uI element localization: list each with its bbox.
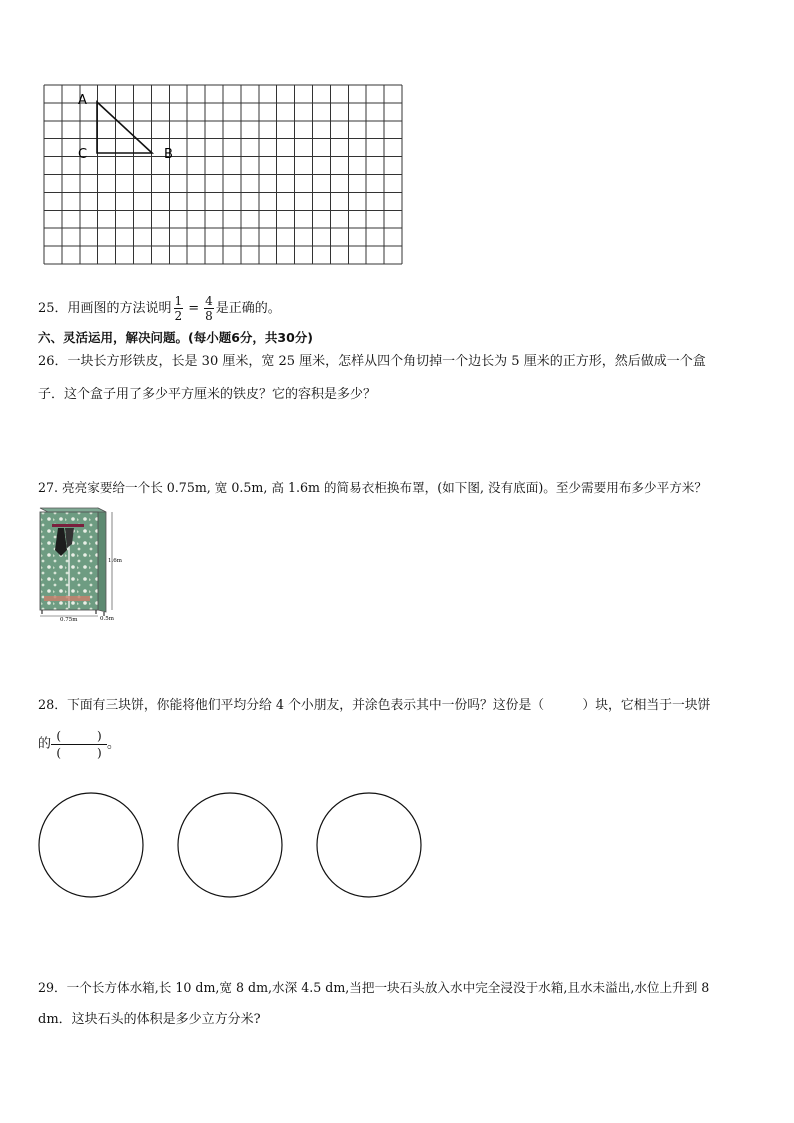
q28-suffix: 。 <box>107 736 121 752</box>
wardrobe-top-panel <box>40 508 106 512</box>
q28-prefix: 的 <box>38 736 52 752</box>
fraction-denominator: 8 <box>205 309 213 323</box>
section-heading: 六、灵活运用，解决问题。(每小题6分，共30分) <box>38 330 314 345</box>
width-dimension-label: 0.5m <box>100 616 114 622</box>
question-25 <box>38 294 281 323</box>
grid-figure <box>38 80 418 276</box>
wardrobe-bottom-strip <box>44 596 90 601</box>
equals-sign: = <box>188 301 200 316</box>
vertex-b-label: B <box>164 147 173 162</box>
answer-fraction-blank <box>51 728 107 761</box>
fraction-denominator-blank: ( ) <box>56 746 102 760</box>
wardrobe-rail <box>52 524 84 527</box>
pie-circle-3 <box>317 793 421 897</box>
fraction-numerator-blank: ( ) <box>51 728 107 745</box>
wardrobe-side-panel <box>98 508 106 612</box>
length-dimension-label: 0.75m <box>60 617 78 622</box>
question-28-line-1: 28．下面有三块饼，你能将他们平均分给 4 个小朋友，并涂色表示其中一份吗？这份是（ ）块，它相当于一块饼 <box>38 698 711 713</box>
question-28-line-2 <box>38 728 120 761</box>
pie-circle-2 <box>178 793 282 897</box>
question-29-line-2: dm．这块石头的体积是多少立方分米? <box>38 1012 261 1027</box>
vertex-a-label: A <box>78 93 87 108</box>
question-26-line-2: 子．这个盒子用了多少平方厘米的铁皮？它的容积是多少？ <box>38 387 377 402</box>
height-dimension-label: 1.6m <box>108 558 122 564</box>
fraction-numerator: 1 <box>174 294 183 308</box>
triangle-abc <box>97 102 152 153</box>
q25-prefix: 25．用画图的方法说明 <box>38 301 172 316</box>
q25-suffix: 是正确的。 <box>215 301 281 316</box>
question-27-line-1: 27. 亮亮家要给一个长 0.75m, 宽 0.5m, 高 1.6m 的简易衣柜换布罩，(如下图, 没有底面)。至少需要用布多少平方米？ <box>38 480 707 495</box>
pie-circle-1 <box>39 793 143 897</box>
fraction-four-eighths <box>204 294 214 323</box>
question-29-line-1: 29．一个长方体水箱,长 10 dm,宽 8 dm,水深 4.5 dm,当把一块石头放入水中完全浸没于水箱,且水未溢出,水位上升到 8 <box>38 980 710 995</box>
vertex-c-label: C <box>78 147 88 162</box>
three-pies <box>34 792 434 902</box>
fraction-numerator: 4 <box>205 294 213 308</box>
wardrobe-figure <box>34 504 126 622</box>
fraction-denominator: 2 <box>174 309 183 323</box>
fraction-one-half <box>174 294 184 323</box>
question-26-line-1: 26．一块长方形铁皮，长是 30 厘米，宽 25 厘米，怎样从四个角切掉一个边长为 5 厘米的正方形，然后做成一个盒 <box>38 354 706 369</box>
